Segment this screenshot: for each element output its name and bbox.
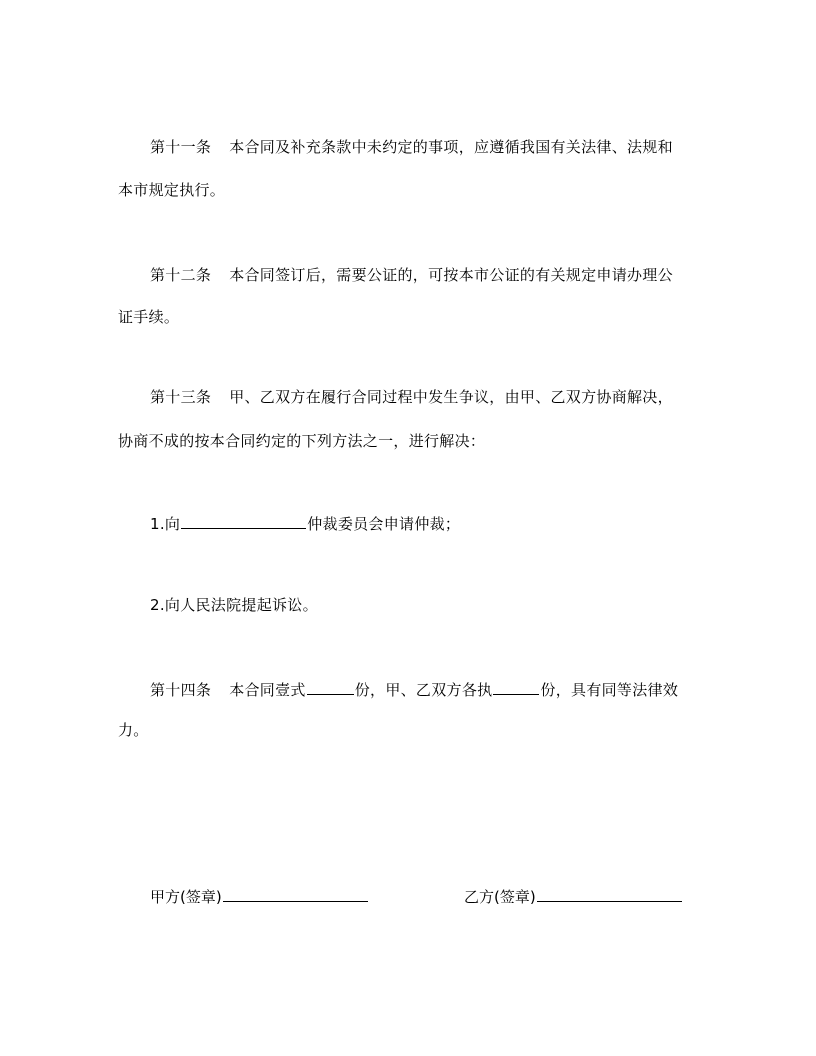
article-12-text: 本合同签订后，需要公证的，可按本市公证的有关规定申请办理公 — [229, 266, 673, 284]
article-12-line-1 — [150, 265, 673, 285]
party-b-label: 乙方(签章) — [464, 888, 536, 906]
article-13-label: 第十三条 — [150, 388, 212, 406]
party-b-signature — [464, 885, 683, 907]
article-13-line-2: 协商不成的按本合同约定的下列方法之一，进行解决： — [118, 432, 486, 450]
option-1-suffix: 仲裁委员会申请仲裁； — [307, 515, 461, 533]
article-14-part-2: 份，甲、乙双方各执 — [354, 681, 493, 699]
article-14-part-1: 本合同壹式 — [229, 681, 306, 699]
article-14-line-2: 力。 — [118, 721, 149, 739]
party-a-label: 甲方(签章) — [150, 888, 222, 906]
article-13-line-1 — [150, 387, 673, 407]
party-b-signature-blank[interactable] — [537, 885, 682, 902]
article-11-line-2: 本市规定执行。 — [118, 181, 226, 199]
arbitration-committee-blank[interactable] — [181, 512, 306, 529]
option-1-prefix: 1.向 — [150, 515, 181, 533]
article-12-line-2: 证手续。 — [118, 308, 180, 326]
article-13-text: 甲、乙双方在履行合同过程中发生争议，由甲、乙双方协商解决， — [229, 388, 673, 406]
party-a-signature-blank[interactable] — [223, 885, 368, 902]
article-14-label: 第十四条 — [150, 681, 212, 699]
article-11-line-1 — [150, 137, 673, 157]
article-12-label: 第十二条 — [150, 266, 212, 284]
article-14-part-3: 份，具有同等法律效 — [540, 681, 679, 699]
article-11-label: 第十一条 — [150, 138, 212, 156]
each-party-copies-blank[interactable] — [493, 678, 539, 695]
option-1 — [150, 512, 460, 534]
party-a-signature — [150, 885, 369, 907]
article-14-line-1 — [150, 678, 678, 700]
total-copies-blank[interactable] — [307, 678, 354, 695]
article-11-text: 本合同及补充条款中未约定的事项，应遵循我国有关法律、法规和 — [229, 138, 673, 156]
option-2: 2.向人民法院提起诉讼。 — [150, 596, 318, 614]
